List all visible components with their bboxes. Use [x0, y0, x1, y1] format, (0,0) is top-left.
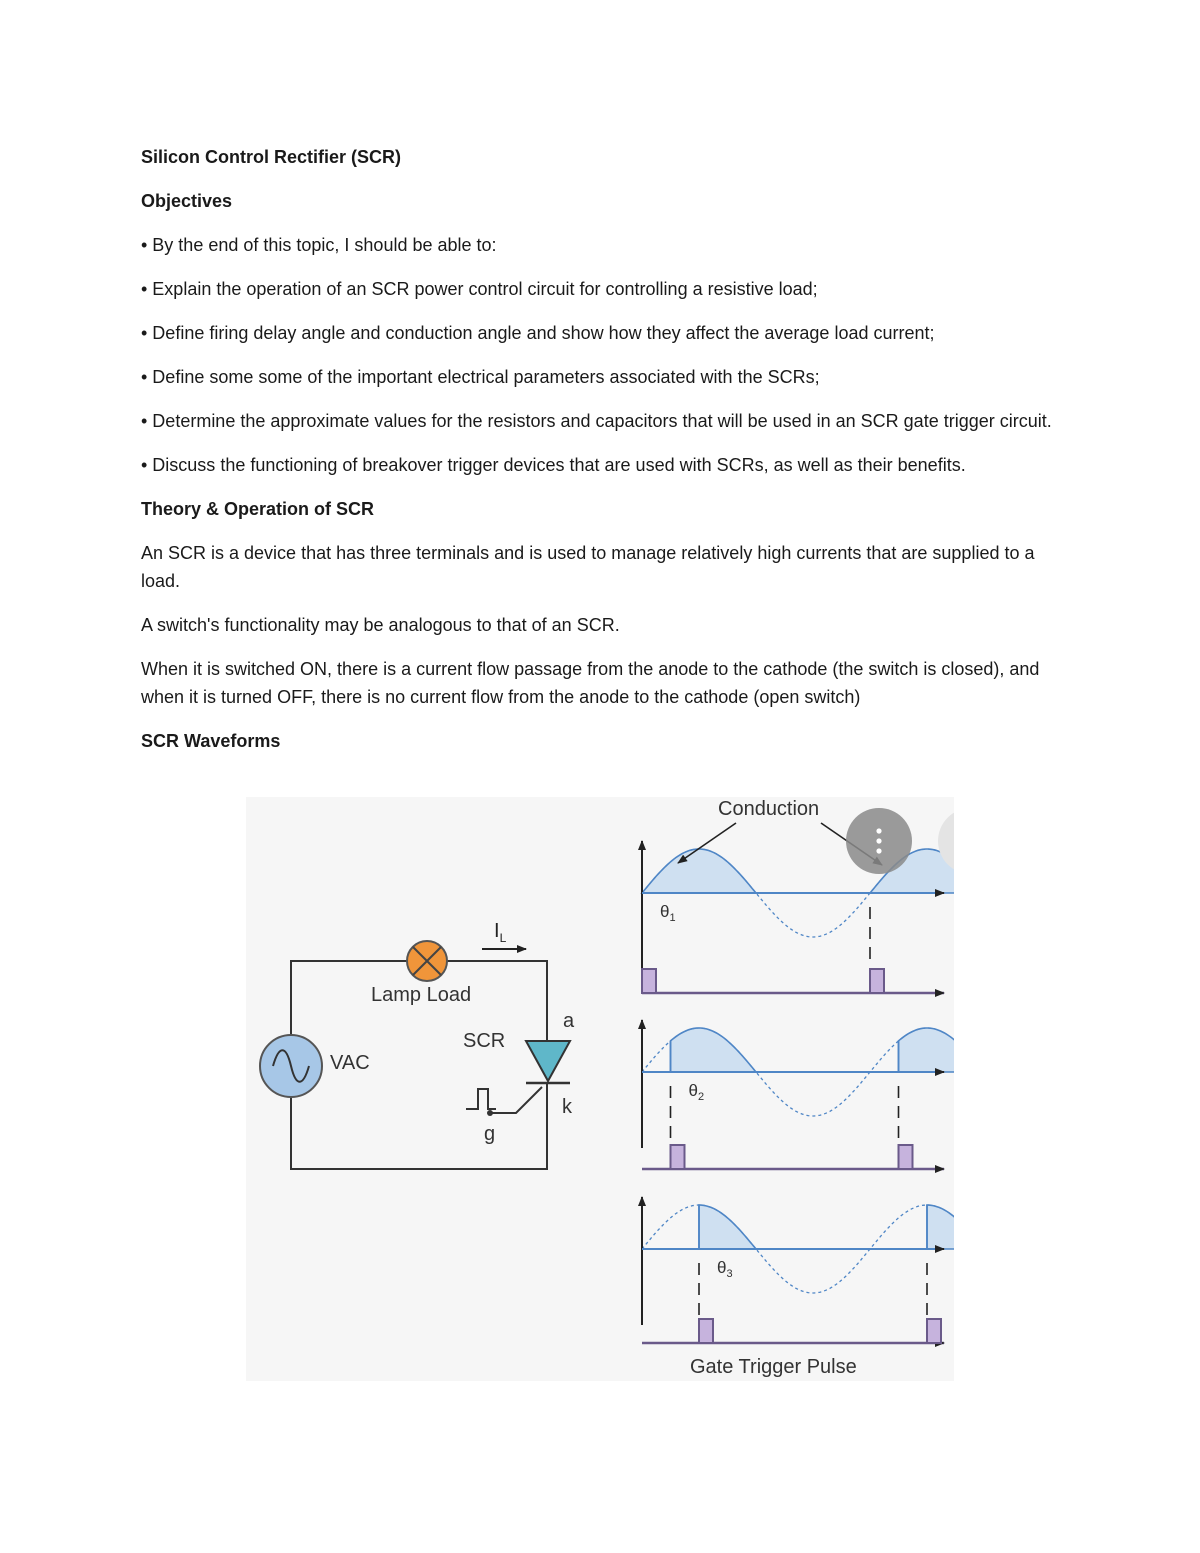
theory-paragraph: A switch's functionality may be analogous to that of an SCR. — [141, 615, 620, 635]
document-body — [141, 143, 1061, 755]
gate-trigger-pulse — [699, 1319, 713, 1343]
anode-label: a — [563, 1010, 575, 1032]
scr-label: SCR — [463, 1030, 506, 1052]
vac-label: VAC — [330, 1052, 370, 1074]
waveforms-heading: SCR Waveforms — [141, 731, 281, 751]
objective-item: • Define some some of the important electrical parameters associated with the SCRs; — [141, 367, 820, 387]
gate-trigger-label: Gate Trigger Pulse — [690, 1356, 857, 1378]
figure-background — [246, 797, 954, 1381]
ac-source-icon — [260, 1035, 322, 1097]
theory-paragraph: An SCR is a device that has three terminals and is used to manage relatively high currents that are supplied to a load. — [141, 543, 1035, 591]
objectives-heading: Objectives — [141, 191, 233, 211]
scr-waveforms-figure — [246, 797, 954, 1381]
objective-item: • Determine the approximate values for the resistors and capacitors that will be used in an SCR gate trigger circuit. — [141, 411, 1052, 431]
page-title: Silicon Control Rectifier (SCR) — [141, 147, 402, 167]
gate-trigger-pulse — [899, 1145, 913, 1169]
conduction-label: Conduction — [718, 798, 820, 820]
theory-paragraph: When it is switched ON, there is a current flow passage from the anode to the cathode (the switch is closed), and when it is turned OFF, there is no current flow from the anode to the cathode (open switch) — [141, 659, 1040, 707]
load-current-label: $I_L$ — [494, 920, 507, 945]
firing-angle-label: $\theta_2$ — [688, 1081, 705, 1103]
gate-label: g — [484, 1123, 496, 1145]
more-options-icon[interactable] — [846, 808, 912, 874]
figure-canvas — [246, 797, 954, 1381]
cathode-label: k — [562, 1096, 572, 1118]
objective-item: • Explain the operation of an SCR power control circuit for controlling a resistive load; — [141, 279, 818, 299]
theory-heading: Theory & Operation of SCR — [141, 499, 375, 519]
gate-trigger-pulse — [870, 969, 884, 993]
gate-trigger-pulse — [642, 969, 656, 993]
objective-item: • By the end of this topic, I should be able to: — [141, 235, 497, 255]
firing-angle-label: $\theta_3$ — [717, 1258, 733, 1280]
gate-trigger-pulse — [671, 1145, 685, 1169]
lamp-icon — [407, 941, 447, 981]
lamp-load-label: Lamp Load — [371, 984, 472, 1006]
firing-angle-label: $\theta_1$ — [660, 902, 676, 924]
objective-item: • Define firing delay angle and conduction angle and show how they affect the average load current; — [141, 323, 935, 343]
objective-item: • Discuss the functioning of breakover trigger devices that are used with SCRs, as well as their benefits. — [141, 455, 966, 475]
gate-trigger-pulse — [927, 1319, 941, 1343]
